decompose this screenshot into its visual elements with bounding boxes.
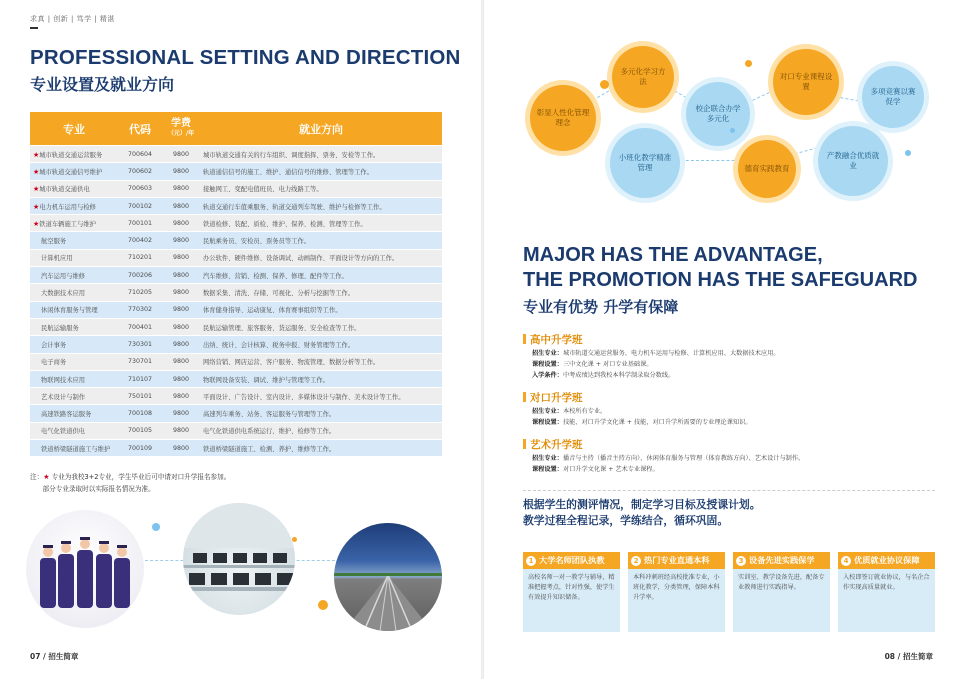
section-line: 招生专业：播音与主持（播音主持方向）、休闲体育服务与管理（体育教练方向）、艺术设计与制作。: [532, 455, 805, 462]
cell-direction: 电气化铁道供电系统运行、维护、检修等工作。: [200, 423, 442, 439]
cell-fee: 9800: [162, 302, 200, 318]
cell-code: 700402: [118, 232, 162, 248]
cell-fee: 9800: [162, 163, 200, 179]
section-bar: [523, 334, 526, 344]
cell-fee: 9800: [162, 146, 200, 162]
section-bar: [523, 392, 526, 402]
bubble-small-class: 小班化教学精准管理: [610, 128, 680, 198]
summary-text: [523, 497, 761, 529]
bubble-competitions: 多项竞赛以赛促学: [862, 66, 924, 128]
cell-fee: 9800: [162, 423, 200, 439]
cell-major-name: ★城市轨道交通供电: [30, 181, 118, 197]
heading2-english-line2: THE PROMOTION HAS THE SAFEGUARD: [523, 269, 918, 291]
section-line: 招生专业：城市轨道交通运营服务、电力机车运用与检修、计算机应用、大数据技术应用。: [532, 350, 780, 357]
page-footer-left: 07 / 招生简章: [30, 652, 79, 661]
cell-direction: 铁道桥梁隧道施工、检测、养护、维修等工作。: [200, 440, 442, 456]
cell-direction: 出纳、统计、会计核算、税务申报、财务管理等工作。: [200, 336, 442, 352]
col-header-fee: 学费 （元）/年: [162, 112, 200, 145]
cell-direction: 汽车维修、营销、检测、保养、修理、配件等工作。: [200, 267, 442, 283]
cell-code: 700603: [118, 181, 162, 197]
cell-code: 730701: [118, 354, 162, 370]
cell-direction: 城市轨道交通有关的行车组织、调度指挥、票务、安检等工作。: [200, 146, 442, 162]
cell-major-name: 航空服务: [30, 232, 118, 248]
cell-fee: 9800: [162, 371, 200, 387]
cell-direction: 物联网设备安装、调试、维护与管理等工作。: [200, 371, 442, 387]
cell-major-name: 电气化铁道供电: [30, 423, 118, 439]
heading2-english: [523, 243, 917, 293]
cell-major-name: 休闲体育服务与管理: [30, 302, 118, 318]
cell-code: 710107: [118, 371, 162, 387]
cell-major-name: ★铁道车辆施工与维护: [30, 215, 118, 231]
cell-code: 700105: [118, 423, 162, 439]
cell-fee: 9800: [162, 405, 200, 421]
cell-fee: 9800: [162, 440, 200, 456]
cell-major-name: 物联网技术应用: [30, 371, 118, 387]
section-title-high-school: 高中升学班: [523, 332, 583, 347]
cell-direction: 民航乘务员、安检员、票务员等工作。: [200, 232, 442, 248]
feature-card-body: 入校即签订就业协议，与名企合作实现高质量就业。: [843, 574, 930, 591]
col-header-direction: 就业方向: [200, 112, 442, 145]
cell-code: 700206: [118, 267, 162, 283]
page-tagline: 求真 | 创新 | 笃学 | 精湛: [30, 15, 115, 23]
feature-card-2: [628, 552, 725, 632]
cell-fee: 9800: [162, 215, 200, 231]
heading2-chinese: 专业有优势 升学有保障: [523, 298, 679, 316]
cell-fee: 9800: [162, 250, 200, 266]
decorative-dot: [600, 80, 609, 89]
section-line: 入学条件：中考成绩达到我校本科学制录取分数线。: [532, 372, 675, 379]
cell-code: 700109: [118, 440, 162, 456]
cell-fee: 9800: [162, 198, 200, 214]
cell-fee: 9800: [162, 319, 200, 335]
cell-direction: 接触网工、变配电值班员、电力线路工等。: [200, 181, 442, 197]
decorative-dot: [745, 60, 752, 67]
cell-major-name: 会计事务: [30, 336, 118, 352]
bubble-course-setting: 对口专业课程设置: [773, 49, 839, 115]
cell-direction: 铁道检修、装配、质检、维护、保养、检测、管理等工作。: [200, 215, 442, 231]
footnote-line-1: 专业为我校3+2专业，学生毕业后可申请对口升学报名参加。: [51, 473, 231, 481]
section-title-vocational: 对口升学班: [523, 390, 583, 405]
feature-card-1: [523, 552, 620, 632]
summary-line-1: 根据学生的测评情况，制定学习目标及授课计划。: [523, 498, 761, 511]
feature-card-header: 2 热门专业直通本科: [628, 552, 725, 569]
star-icon: ★: [33, 150, 40, 159]
cell-major-name: 民航运输服务: [30, 319, 118, 335]
page-footer-right: 08 / 招生简章: [884, 652, 933, 661]
cell-code: 700108: [118, 405, 162, 421]
cell-code: 710205: [118, 284, 162, 300]
cell-major-name: 艺术设计与制作: [30, 388, 118, 404]
cell-fee: 9800: [162, 267, 200, 283]
heading-english: PROFESSIONAL SETTING AND DIRECTION: [30, 46, 461, 69]
summary-divider: [523, 490, 935, 491]
bubble-humanized-management: 彰显人性化管理理念: [530, 85, 596, 151]
cell-direction: 网络营销、网店运营、客户服务、物流管理、数据分析等工作。: [200, 354, 442, 370]
feature-card-header: 3 设备先进实践保学: [733, 552, 830, 569]
cell-major-name: 电子商务: [30, 354, 118, 370]
decorative-dot: [730, 128, 735, 133]
bubble-school-enterprise: 校企联合办学多元化: [686, 82, 750, 146]
heading-chinese: 专业设置及就业方向: [30, 75, 175, 94]
star-icon: ★: [33, 185, 40, 194]
section-line: 课程设置：对口升学文化课 + 艺术专业课程。: [532, 466, 659, 473]
star-icon: ★: [33, 167, 40, 176]
feature-card-header: 1 大学名师团队执教: [523, 552, 620, 569]
cell-major-name: 大数据技术应用: [30, 284, 118, 300]
cell-code: 770302: [118, 302, 162, 318]
cell-code: 730301: [118, 336, 162, 352]
cell-fee: 9800: [162, 284, 200, 300]
cell-direction: 体育健身指导、运动康复、体育赛事组织等工作。: [200, 302, 442, 318]
bubble-moral-practice: 德育实践教育: [738, 140, 796, 198]
section-line: 课程设置：技能、对口升学文化课 + 技能，对口升学所需要的专业理论课知识。: [532, 419, 752, 426]
section-line: 课程设置：三中文化课 + 对口专业基础课。: [532, 361, 653, 368]
number-icon: 3: [736, 556, 746, 566]
cell-major-name: 计算机应用: [30, 250, 118, 266]
number-icon: 2: [631, 556, 641, 566]
cell-fee: 9800: [162, 354, 200, 370]
cell-fee: 9800: [162, 232, 200, 248]
section-bar: [523, 439, 526, 449]
cell-code: 700604: [118, 146, 162, 162]
summary-line-2: 教学过程全程记录，学练结合，循环巩固。: [523, 514, 729, 527]
cell-major-name: ★城市轨道交通信号维护: [30, 163, 118, 179]
heading2-english-line1: MAJOR HAS THE ADVANTAGE,: [523, 244, 823, 266]
cell-direction: 轨道通信信号的施工、维护、通信信号的维修、管理等工作。: [200, 163, 442, 179]
cell-code: 700101: [118, 215, 162, 231]
star-icon: ★: [33, 202, 40, 211]
feature-card-header: 4 优质就业协议保障: [838, 552, 935, 569]
cell-fee: 9800: [162, 388, 200, 404]
footnote-line-2: 部分专业录取时以实际报名情况为准。: [42, 485, 155, 493]
cell-code: 700102: [118, 198, 162, 214]
cell-major-name: ★城市轨道交通运营服务: [30, 146, 118, 162]
cell-direction: 数据采集、清洗、存储、可视化、分析与挖掘等工作。: [200, 284, 442, 300]
cell-direction: 办公软件、硬件维修、设备调试、动画制作、平面设计等方向的工作。: [200, 250, 442, 266]
decorative-dot: [905, 150, 911, 156]
cell-code: 700602: [118, 163, 162, 179]
feature-card-body: 本科冲刺班经高校批准专业，小班化教学，分类管理，保障本科升学率。: [633, 574, 720, 601]
cell-direction: 民航运输管理、旅客服务、货运服务、安全检查等工作。: [200, 319, 442, 335]
section-line: 招生专业：本校所有专业。: [532, 408, 607, 415]
col-header-code: 代码: [118, 112, 162, 145]
number-icon: 4: [841, 556, 851, 566]
cell-fee: 9800: [162, 181, 200, 197]
cell-direction: 平面设计、广告设计、室内设计、多媒体设计与制作、美术设计等工作。: [200, 388, 442, 404]
cell-code: 710201: [118, 250, 162, 266]
cell-fee: 9800: [162, 336, 200, 352]
number-icon: 1: [526, 556, 536, 566]
cell-major-name: 高速铁路客运服务: [30, 405, 118, 421]
star-icon: ★: [33, 219, 40, 228]
cell-major-name: ★电力机车运用与检修: [30, 198, 118, 214]
col-header-major: 专业: [30, 112, 118, 145]
bubble-industry-integration: 产教融合优质就业: [818, 126, 888, 196]
feature-card-4: [838, 552, 935, 632]
cell-major-name: 汽车运用与维修: [30, 267, 118, 283]
feature-card-body: 实训室、教学设备先进，配备专业教师进行实践指导。: [738, 574, 825, 591]
star-icon: ★: [43, 473, 50, 481]
section-title-art: 艺术升学班: [523, 437, 583, 452]
cell-direction: 高速列车乘务、站务、客运服务与管理等工作。: [200, 405, 442, 421]
cell-code: 700401: [118, 319, 162, 335]
cell-code: 750101: [118, 388, 162, 404]
feature-card-3: [733, 552, 830, 632]
bubble-diverse-learning: 多元化学习方法: [612, 46, 674, 108]
cell-direction: 轨道交通行车值乘服务、轨道交通列车驾驶、维护与检修等工作。: [200, 198, 442, 214]
cell-major-name: 铁道桥梁隧道施工与维护: [30, 440, 118, 456]
footnote-prefix: 注：: [30, 473, 44, 481]
feature-card-body: 高校名师一对一教学与辅导，精准把握考点，针对性强，使学生有效提升知识储备。: [528, 574, 615, 601]
